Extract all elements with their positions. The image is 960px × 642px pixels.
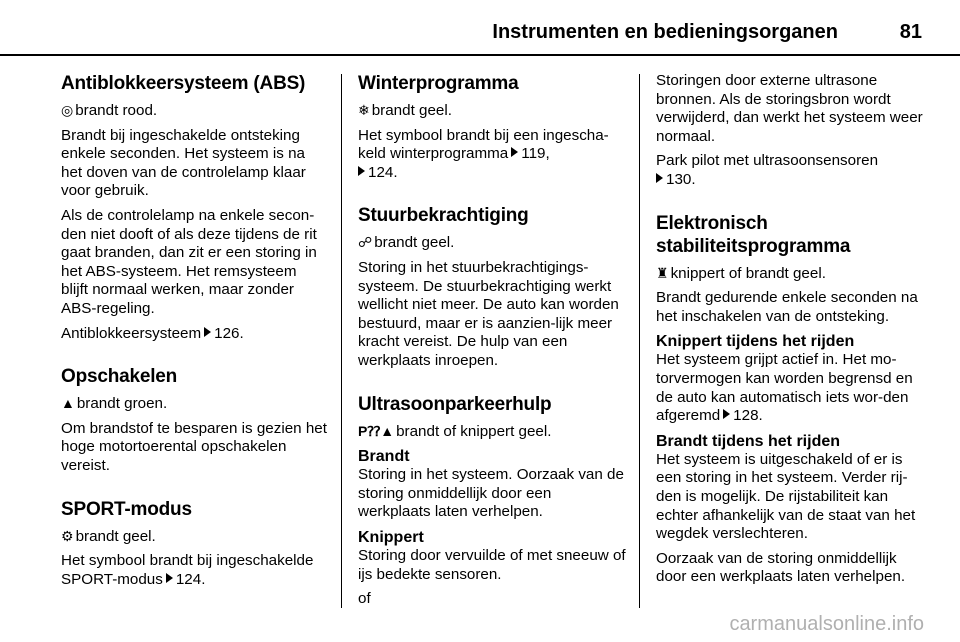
esp-skid-car-icon: ♜ — [656, 264, 669, 281]
cross-reference[interactable]: 130. — [666, 170, 696, 188]
reference-arrow-icon — [723, 409, 730, 419]
paragraph: Storing in het stuurbekrachtigings-systeem. De stuurbekrachtiging werkt wellicht niet meer. De auto kan worden bestuurd, maar er is aanzien-lijk meer kracht vereist. De hulp van een werkplaats inroepen. — [358, 258, 619, 369]
paragraph: Storing in het systeem. Oorzaak van de storing onmiddellijk door een werkplaats laten verhelpen. — [358, 466, 624, 521]
page-number: 81 — [899, 21, 922, 43]
paragraph: Het systeem grijpt actief in. Het mo-torvermogen kan worden begrensd en de auto kan automatisch iets wor-den afgeremd 128. — [656, 351, 913, 425]
upshift-arrow-icon: ▲ — [61, 395, 75, 412]
steering-wheel-icon: ☍ — [358, 234, 373, 251]
section-esp: Elektronisch stabiliteitsprogramma ♜ knippert of brandt geel. Brandt gedurende enkele seconden na het inschakelen van de ontsteking. Knippert tijdens het rijden Het systeem grijpt actief in. Het mo-torvermogen kan worden begrensd en de auto kan automatisch iets wor-den afgeremd 128. Brandt tijdens het rijden Het systeem is uitgeschakeld of er is een storing in het systeem. Verder rij-den is mogelijk. De rijstabiliteit kan echter afhankelijk van de staat van het wegdek verslechteren. Oorzaak van de storing onmiddellijk door een werkplaats laten verhelpen. — [656, 212, 926, 587]
reference-arrow-icon — [656, 173, 663, 183]
reference-arrow-icon — [358, 166, 365, 176]
park-assist-icon: P⁇▲ — [358, 422, 395, 439]
cross-reference[interactable]: Antiblokkeersysteem 126. — [61, 324, 244, 342]
section-steering: Stuurbekrachtiging ☍ brandt geel. Storing in het stuurbekrachtigings-systeem. De stuurbekrachtiging werkt wellicht niet meer. De auto kan worden bestuurd, maar er is aanzien-lijk meer kracht vereist. De hulp van een werkplaats inroepen. — [358, 204, 626, 370]
section-shift: Opschakelen ▲ brandt groen. Om brandstof te besparen is gezien het hoge motortoerental opschakelen vereist. — [61, 366, 327, 474]
paragraph: Storingen door externe ultrasone bronnen. Als de storingsbron wordt verwijderd, dan werkt het systeem weer normaal. — [656, 72, 923, 145]
section-heading: Elektronisch stabiliteitsprogramma — [656, 212, 851, 257]
reference-arrow-icon — [166, 573, 173, 583]
section-heading: Stuurbekrachtiging — [358, 205, 529, 227]
paragraph: Oorzaak van de storing onmiddellijk door een werkplaats laten verhelpen. — [656, 549, 906, 586]
section-heading: SPORT-modus — [61, 498, 192, 520]
cross-reference[interactable]: 124. — [175, 570, 206, 588]
section-abs: Antiblokkeersysteem (ABS) ◎ brandt rood. Brandt bij ingeschakelde ontsteking enkele seconden. Het systeem is na het doven van de controlelamp klaar voor gebruik. Als de controlelamp na enkele secon-den niet dooft of als deze tijdens de rit gaat branden, dan zit er een storing in het ABS-systeem. Het remsysteem blijft normaal werken, maar zonder ABS-regeling. Antiblokkeersysteem 126. — [61, 72, 327, 343]
sub-heading: Knippert — [358, 528, 424, 546]
section-heading: Opschakelen — [61, 366, 178, 388]
column-separator — [639, 74, 640, 608]
abs-warning-icon: ◎ — [61, 102, 74, 118]
sub-heading: Brandt — [358, 448, 410, 466]
paragraph: Brandt bij ingeschakelde ontsteking enkele seconden. Het systeem is na het doven van de controlelamp klaar voor gebruik. — [61, 126, 306, 200]
page-header — [0, 16, 960, 56]
column-2 — [358, 72, 626, 615]
cross-reference[interactable]: 124. — [368, 163, 398, 181]
paragraph: Storing door vervuilde of met sneeuw of ijs bedekte sensoren. — [358, 546, 626, 583]
watermark: carmanualsonline.info — [729, 613, 924, 635]
column-separator — [341, 74, 342, 608]
column-1 — [61, 72, 327, 611]
paragraph: Brandt gedurende enkele seconden na het inschakelen van de ontsteking. — [656, 289, 918, 325]
section-winter: Winterprogramma ❄ brandt geel. Het symbool brandt bij een ingescha-keld winterprogramma 119, 124. — [358, 72, 626, 182]
section-heading: Antiblokkeersysteem (ABS) — [61, 73, 306, 94]
section-park-assist: Ultrasoonparkeerhulp P⁇▲ brandt of knippert geel. Brandt Storing in het systeem. Oorzaak van de storing onmiddellijk door een werkplaats laten verhelpen. Knippert Storing door vervuilde of met sneeuw of ijs bedekte sensoren. of — [358, 393, 626, 608]
reference-arrow-icon — [204, 327, 211, 337]
snowflake-icon: ❄ — [358, 102, 370, 118]
paragraph: Het symbool brandt bij een ingescha-keld winterprogramma 119, 124. — [358, 126, 609, 181]
paragraph: Park pilot met ultrasoonsensoren 130. — [656, 152, 879, 188]
column-3 — [656, 72, 926, 593]
cross-reference[interactable]: 128. — [733, 407, 763, 425]
section-sport: SPORT-modus ⚙ brandt geel. Het symbool brandt bij ingeschakelde SPORT-modus 124. — [61, 498, 327, 590]
cross-reference[interactable]: 119, — [521, 145, 550, 163]
paragraph: Het systeem is uitgeschakeld of er is een storing in het systeem. Verder rij-den is mogelijk. De rijstabiliteit kan echter afhankelijk van de staat van het wegdek verslechteren. — [656, 450, 916, 543]
paragraph: Om brandstof te besparen is gezien het hoge motortoerental opschakelen vereist. — [61, 419, 327, 474]
paragraph: Als de controlelamp na enkele secon-den niet dooft of als deze tijdens de rit gaat branden, dan zit er een storing in het ABS-systeem. Het remsysteem blijft normaal werken, maar zonder ABS-regeling. — [61, 206, 317, 317]
section-heading: Winterprogramma — [358, 73, 519, 94]
reference-arrow-icon — [511, 147, 518, 157]
sport-mode-icon: ⚙ — [61, 527, 74, 544]
section-heading: Ultrasoonparkeerhulp — [358, 393, 552, 415]
paragraph: Het symbool brandt bij ingeschakelde SPORT-modus 124. — [61, 552, 314, 588]
sub-heading: Brandt tijdens het rijden — [656, 432, 841, 450]
sub-heading: Knippert tijdens het rijden — [656, 333, 855, 351]
paragraph: of — [358, 590, 371, 608]
page-title: Instrumenten en bedieningsorganen — [492, 21, 838, 43]
header-rule — [0, 54, 960, 56]
